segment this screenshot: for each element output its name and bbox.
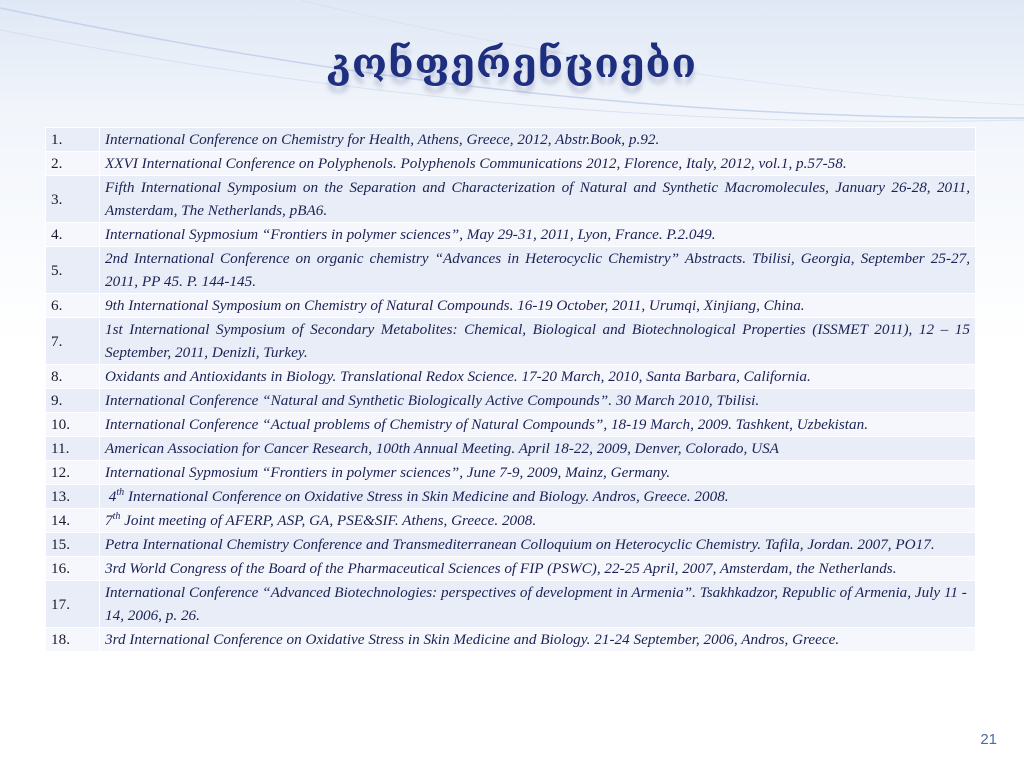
- ordinal-number: 4: [108, 488, 117, 505]
- conference-entry: [100, 485, 976, 509]
- table-row: [46, 413, 976, 437]
- conference-entry: Oxidants and Antioxidants in Biology. Translational Redox Science. 17-20 March, 2010, Santa Barbara, California.: [100, 365, 976, 389]
- table-row: [46, 318, 976, 365]
- conference-entry: International Conference “Actual problems of Chemistry of Natural Compounds”, 18-19 March, 2009. Tashkent, Uzbekistan.: [100, 413, 976, 437]
- conference-entry: 3rd World Congress of the Board of the Pharmaceutical Sciences of FIP (PSWC), 22-25 April, 2007, Amsterdam, the Netherlands.: [100, 557, 976, 581]
- table-row: [46, 223, 976, 247]
- slide-title: კონფერენციები: [326, 40, 698, 87]
- table-row: [46, 389, 976, 413]
- conference-entry: XXVI International Conference on Polyphenols. Polyphenols Communications 2012, Florence, Italy, 2012, vol.1, p.57-58.: [100, 152, 976, 176]
- conference-entry: Petra International Chemistry Conference and Transmediterranean Colloquium on Heterocyclic Chemistry. Tafila, Jordan. 2007, PO17.: [100, 533, 976, 557]
- conference-entry-text: Joint meeting of AFERP, ASP, GA, PSE&SIF. Athens, Greece. 2008.: [124, 512, 537, 529]
- ordinal-suffix: th: [116, 486, 125, 498]
- conference-entry: 2nd International Conference on organic chemistry “Advances in Heterocyclic Chemistry” Abstracts. Tbilisi, Georgia, September 25-27, 2011, PP 45. P. 144-145.: [100, 247, 976, 294]
- table-row: [46, 365, 976, 389]
- table-row: [46, 437, 976, 461]
- ordinal-number: 7: [105, 512, 113, 529]
- table-row: [46, 247, 976, 294]
- conference-entry: Fifth International Symposium on the Separation and Characterization of Natural and Synthetic Macromolecules, January 26-28, 2011, Amsterdam, The Netherlands, pBA6.: [100, 176, 976, 223]
- ordinal-suffix: th: [112, 510, 121, 522]
- row-number: 11.: [46, 437, 100, 461]
- conference-list-table: [45, 127, 976, 652]
- table-row: [46, 176, 976, 223]
- row-number: 7.: [46, 318, 100, 365]
- row-number: 1.: [46, 128, 100, 152]
- table-row: [46, 581, 976, 628]
- row-number: 13.: [46, 485, 100, 509]
- table-row: [46, 461, 976, 485]
- table-row: [46, 294, 976, 318]
- row-number: 18.: [46, 628, 100, 652]
- conference-entry: 3rd International Conference on Oxidative Stress in Skin Medicine and Biology. 21-24 September, 2006, Andros, Greece.: [100, 628, 976, 652]
- row-number: 6.: [46, 294, 100, 318]
- page-number: 21: [980, 731, 997, 748]
- row-number: 12.: [46, 461, 100, 485]
- conference-entry: International Conference on Chemistry for Health, Athens, Greece, 2012, Abstr.Book, p.92.: [100, 128, 976, 152]
- table-row: [46, 557, 976, 581]
- conference-entry: 1st International Symposium of Secondary Metabolites: Chemical, Biological and Biotechnological Properties (ISSMET 2011), 12 – 15 September, 2011, Denizli, Turkey.: [100, 318, 976, 365]
- row-number: 15.: [46, 533, 100, 557]
- conference-entry: 9th International Symposium on Chemistry of Natural Compounds. 16-19 October, 2011, Urumqi, Xinjiang, China.: [100, 294, 976, 318]
- table-row: [46, 628, 976, 652]
- row-number: 8.: [46, 365, 100, 389]
- table-row: [46, 128, 976, 152]
- conference-entry: International Sypmosium “Frontiers in polymer sciences”, May 29-31, 2011, Lyon, France. P.2.049.: [100, 223, 976, 247]
- row-number: 4.: [46, 223, 100, 247]
- row-number: 14.: [46, 509, 100, 533]
- conference-entry: International Conference “Natural and Synthetic Biologically Active Compounds”. 30 March 2010, Tbilisi.: [100, 389, 976, 413]
- table-row: [46, 152, 976, 176]
- row-number: 3.: [46, 176, 100, 223]
- row-number: 16.: [46, 557, 100, 581]
- row-number: 2.: [46, 152, 100, 176]
- conference-entry-text: International Conference on Oxidative Stress in Skin Medicine and Biology. Andros, Greece. 2008.: [127, 488, 729, 505]
- table-row: [46, 509, 976, 533]
- table-row: [46, 533, 976, 557]
- conference-entry: International Sypmosium “Frontiers in polymer sciences”, June 7-9, 2009, Mainz, Germany.: [100, 461, 976, 485]
- row-number: 10.: [46, 413, 100, 437]
- table-row: [46, 485, 976, 509]
- row-number: 5.: [46, 247, 100, 294]
- conference-entry: International Conference “Advanced Biotechnologies: perspectives of development in Armenia”. Tsakhkadzor, Republic of Armenia, July 11 - 14, 2006, p. 26.: [100, 581, 976, 628]
- row-number: 9.: [46, 389, 100, 413]
- conference-entry: American Association for Cancer Research, 100th Annual Meeting. April 18-22, 2009, Denver, Colorado, USA: [100, 437, 976, 461]
- conference-entry: [100, 509, 976, 533]
- row-number: 17.: [46, 581, 100, 628]
